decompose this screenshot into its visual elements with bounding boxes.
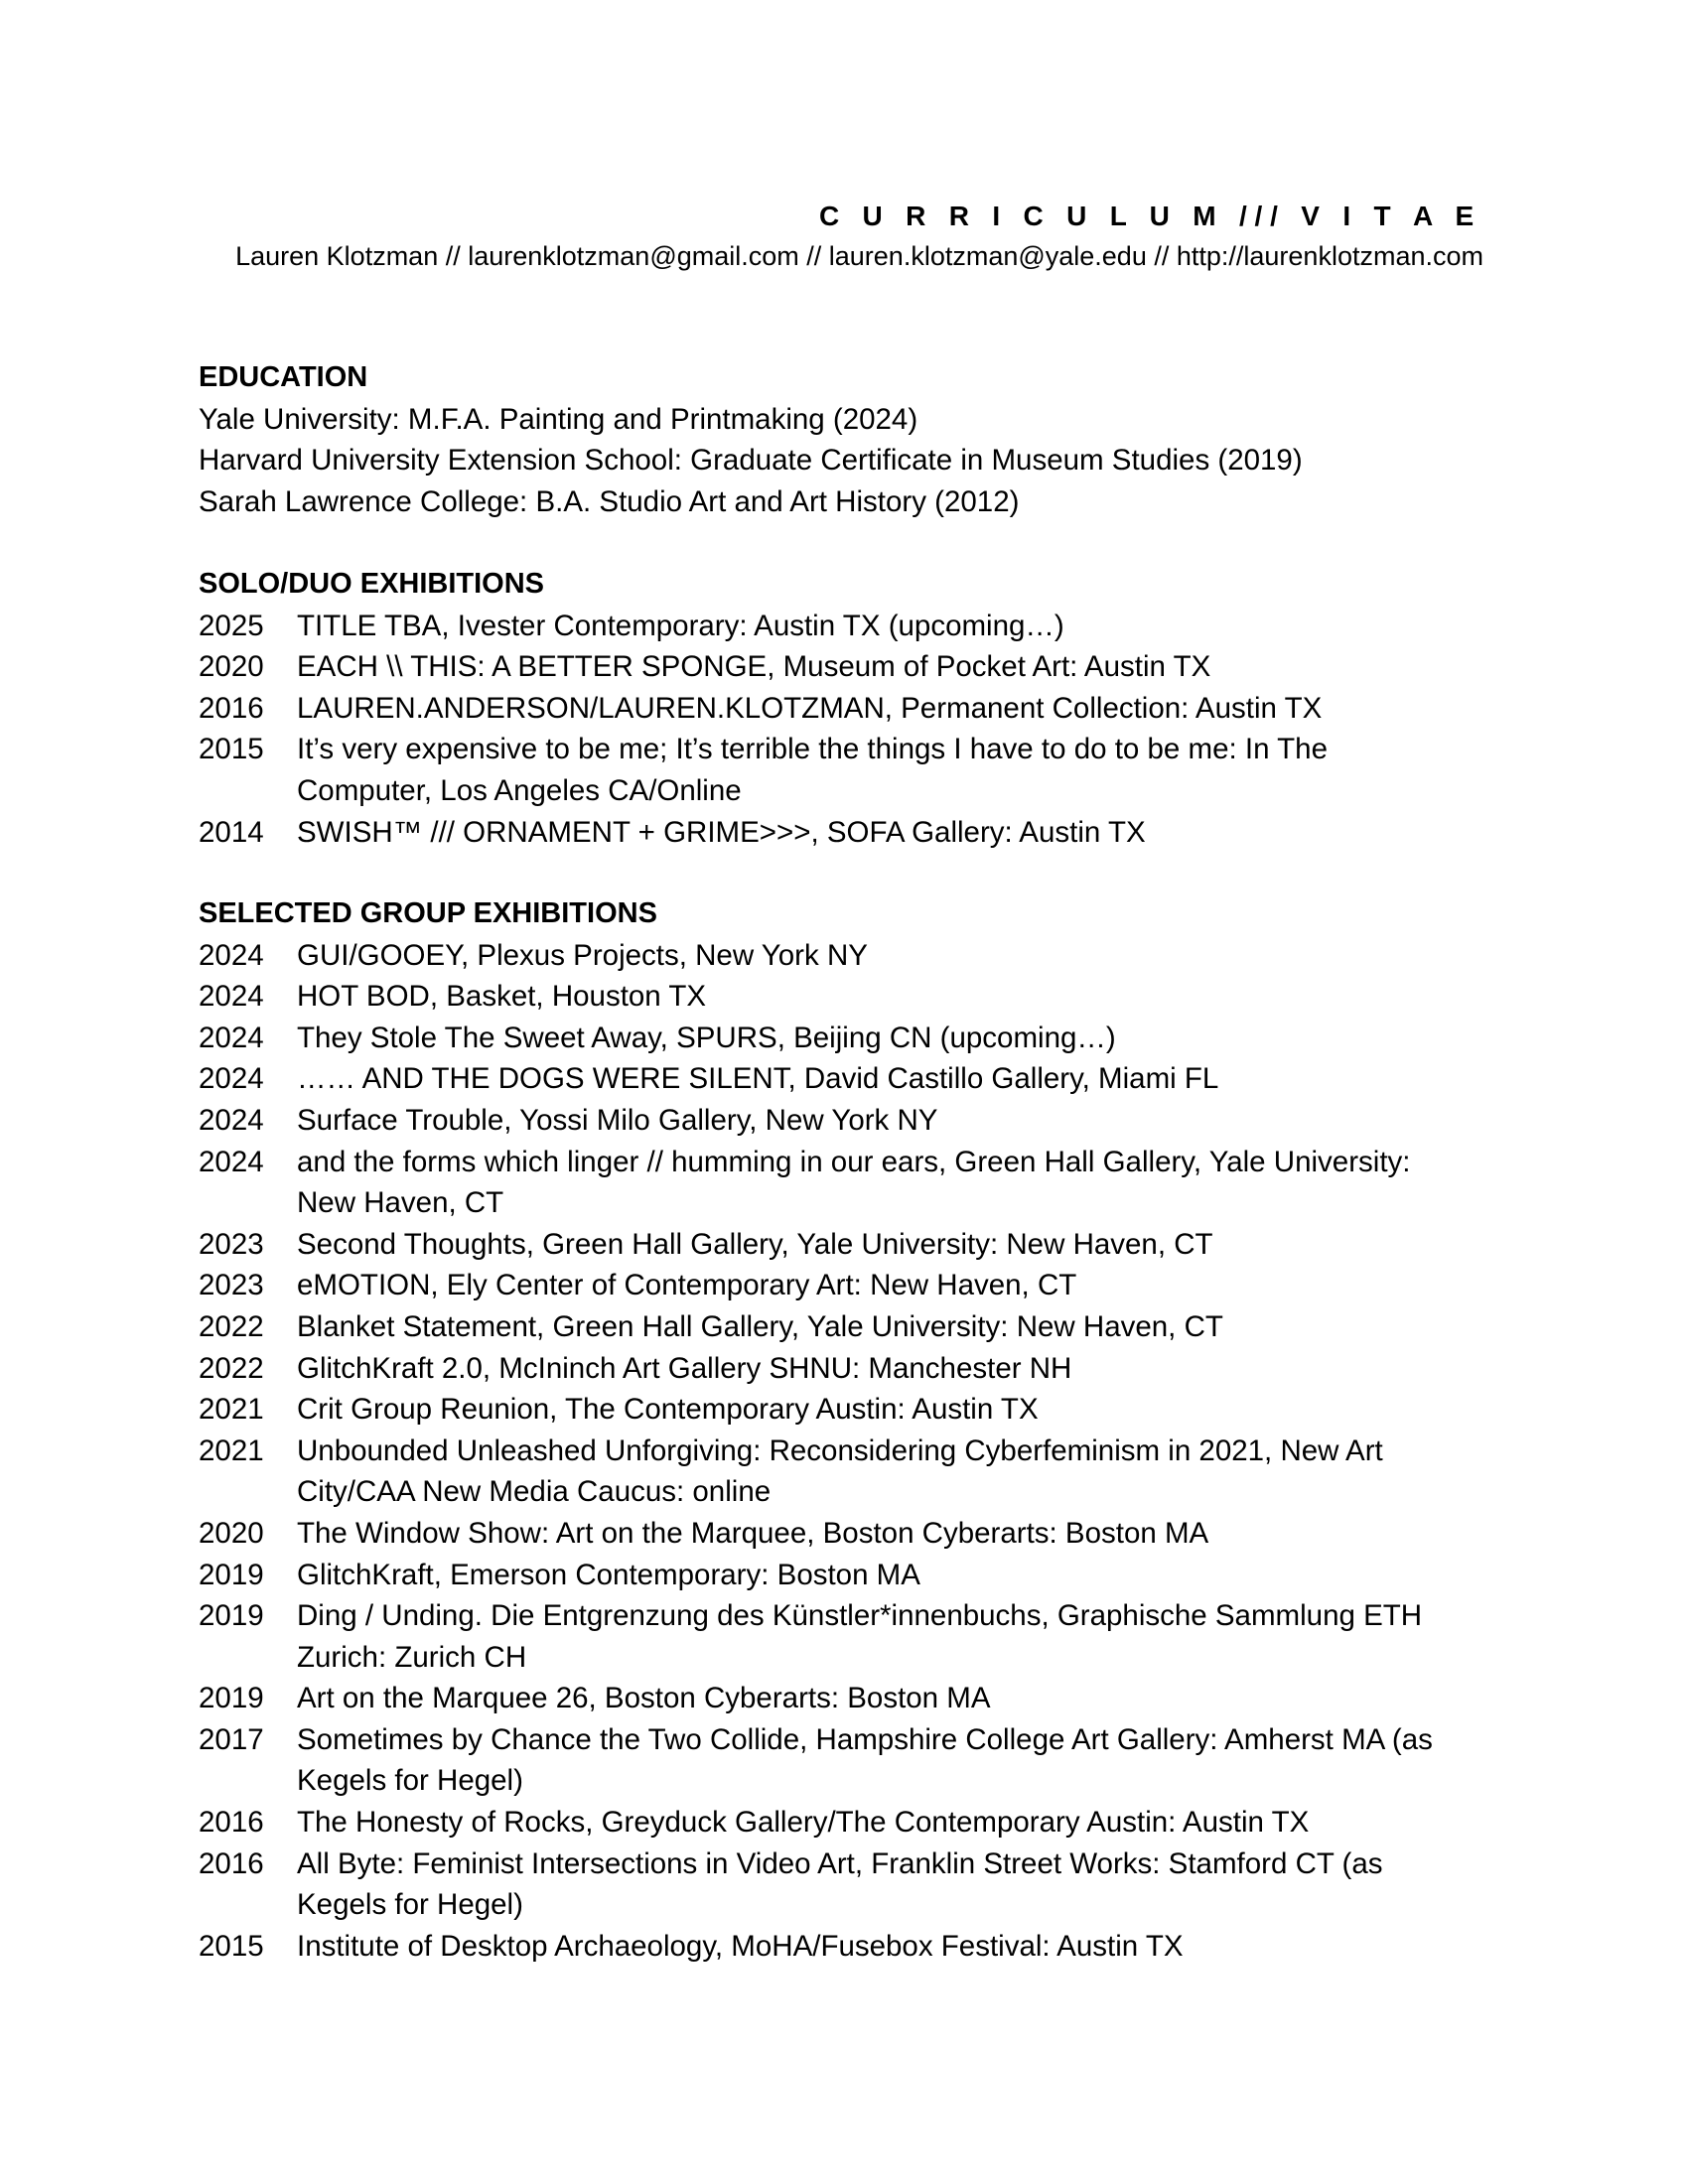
exhibition-year: 2025: [199, 609, 264, 642]
exhibition-year: 2024: [199, 1145, 264, 1178]
exhibition-text: SWISH™ /// ORNAMENT + GRIME>>>, SOFA Gallery: Austin TX: [297, 815, 1146, 849]
exhibition-year: 2020: [199, 1516, 264, 1550]
exhibition-year: 2016: [199, 691, 264, 725]
exhibition-text: Surface Trouble, Yossi Milo Gallery, New York NY: [297, 1103, 938, 1137]
exhibition-entry: [199, 1678, 1489, 1719]
exhibition-text: Crit Group Reunion, The Contemporary Austin: Austin TX: [297, 1393, 1039, 1427]
exhibition-text: They Stole The Sweet Away, SPURS, Beijing CN (upcoming…): [297, 1021, 1116, 1054]
exhibition-entry: [199, 1348, 1489, 1390]
solo-exhibitions-heading: SOLO/DUO EXHIBITIONS: [199, 568, 545, 600]
exhibition-entry: [199, 1555, 1489, 1596]
exhibition-year: 2022: [199, 1351, 264, 1385]
exhibition-year: 2023: [199, 1269, 264, 1302]
education-item: Harvard University Extension School: Graduate Certificate in Museum Studies (2019): [199, 444, 1303, 478]
group-exhibitions-heading: SELECTED GROUP EXHIBITIONS: [199, 897, 657, 929]
exhibition-entry: [199, 1265, 1489, 1306]
exhibition-text: It’s very expensive to be me; It’s terrible the things I have to do to be me: In The Computer, Los Angeles CA/Online: [297, 733, 1328, 807]
exhibition-entry: [199, 1224, 1489, 1266]
exhibition-entry: [199, 1389, 1489, 1431]
group-exhibitions-section: [199, 893, 1489, 1967]
exhibition-entry: [199, 1142, 1489, 1224]
exhibition-entry: [199, 1719, 1489, 1802]
exhibition-text: HOT BOD, Basket, Houston TX: [297, 980, 707, 1014]
exhibition-text: Ding / Unding. Die Entgrenzung des Künstler*innenbuchs, Graphische Sammlung ETH Zurich: Zurich CH: [297, 1599, 1423, 1674]
exhibition-entry: [199, 1431, 1489, 1513]
exhibition-year: 2024: [199, 938, 264, 972]
exhibition-year: 2015: [199, 733, 264, 766]
exhibition-text: TITLE TBA, Ivester Contemporary: Austin TX (upcoming…): [297, 609, 1064, 642]
exhibition-text: GUI/GOOEY, Plexus Projects, New York NY: [297, 938, 868, 972]
exhibition-year: 2024: [199, 1062, 264, 1096]
exhibition-entry: [199, 1018, 1489, 1059]
education-item: Yale University: M.F.A. Painting and Printmaking (2024): [199, 402, 918, 436]
exhibition-text: eMOTION, Ely Center of Contemporary Art: New Haven, CT: [297, 1269, 1077, 1302]
exhibition-text: EACH \\ THIS: A BETTER SPONGE, Museum of Pocket Art: Austin TX: [297, 650, 1211, 684]
exhibition-entry: [199, 729, 1489, 811]
exhibition-year: 2021: [199, 1433, 264, 1467]
exhibition-text: …… AND THE DOGS WERE SILENT, David Castillo Gallery, Miami FL: [297, 1062, 1219, 1096]
exhibition-text: Blanket Statement, Green Hall Gallery, Yale University: New Haven, CT: [297, 1309, 1223, 1343]
exhibition-entry: [199, 1100, 1489, 1142]
exhibition-year: 2024: [199, 1103, 264, 1137]
exhibition-entry: [199, 606, 1489, 647]
exhibition-text: and the forms which linger // humming in our ears, Green Hall Gallery, Yale University: New Haven, CT: [297, 1145, 1411, 1220]
exhibition-entry: [199, 646, 1489, 688]
exhibition-year: 2021: [199, 1393, 264, 1427]
exhibition-entry: [199, 1802, 1489, 1843]
contact-line: Lauren Klotzman // laurenklotzman@gmail.com // lauren.klotzman@yale.edu // http://laurenklotzman.com: [235, 241, 1483, 271]
exhibition-entry: [199, 1306, 1489, 1348]
exhibition-year: 2024: [199, 1021, 264, 1054]
solo-exhibitions-section: [199, 564, 1489, 853]
exhibition-year: 2019: [199, 1682, 264, 1715]
exhibition-entry: [199, 1843, 1489, 1926]
exhibition-text: The Window Show: Art on the Marquee, Boston Cyberarts: Boston MA: [297, 1516, 1209, 1550]
exhibition-text: Second Thoughts, Green Hall Gallery, Yale University: New Haven, CT: [297, 1227, 1213, 1261]
exhibition-year: 2024: [199, 980, 264, 1014]
exhibition-year: 2019: [199, 1599, 264, 1633]
education-item: Sarah Lawrence College: B.A. Studio Art and Art History (2012): [199, 484, 1020, 518]
exhibition-entry: [199, 976, 1489, 1018]
exhibition-text: All Byte: Feminist Intersections in Video Art, Franklin Street Works: Stamford CT (as Kegels for Hegel): [297, 1846, 1383, 1922]
cv-title: C U R R I C U L U M /// V I T A E: [818, 201, 1481, 231]
exhibition-year: 2014: [199, 815, 264, 849]
exhibition-year: 2016: [199, 1806, 264, 1840]
exhibition-text: The Honesty of Rocks, Greyduck Gallery/The Contemporary Austin: Austin TX: [297, 1806, 1310, 1840]
exhibition-year: 2016: [199, 1846, 264, 1880]
exhibition-text: Institute of Desktop Archaeology, MoHA/Fusebox Festival: Austin TX: [297, 1929, 1184, 1963]
exhibition-entry: [199, 1595, 1489, 1678]
exhibition-entry: [199, 935, 1489, 977]
exhibition-year: 2022: [199, 1309, 264, 1343]
exhibition-entry: [199, 1058, 1489, 1100]
exhibition-entry: [199, 688, 1489, 730]
exhibition-text: GlitchKraft, Emerson Contemporary: Boston MA: [297, 1558, 920, 1591]
exhibition-text: Unbounded Unleashed Unforgiving: Reconsidering Cyberfeminism in 2021, New Art City/CAA New Media Caucus: online: [297, 1433, 1383, 1509]
exhibition-year: 2017: [199, 1722, 264, 1756]
education-section: [199, 357, 1489, 522]
exhibition-year: 2023: [199, 1227, 264, 1261]
exhibition-text: LAUREN.ANDERSON/LAUREN.KLOTZMAN, Permanent Collection: Austin TX: [297, 691, 1323, 725]
exhibition-text: GlitchKraft 2.0, McIninch Art Gallery SHNU: Manchester NH: [297, 1351, 1072, 1385]
exhibition-year: 2015: [199, 1929, 264, 1963]
exhibition-year: 2020: [199, 650, 264, 684]
exhibition-entry: [199, 1513, 1489, 1555]
exhibition-entry: [199, 812, 1489, 854]
education-heading: EDUCATION: [199, 361, 368, 393]
exhibition-year: 2019: [199, 1558, 264, 1591]
exhibition-entry: [199, 1926, 1489, 1968]
exhibition-text: Sometimes by Chance the Two Collide, Hampshire College Art Gallery: Amherst MA (as Kegels for Hegel): [297, 1722, 1433, 1798]
exhibition-text: Art on the Marquee 26, Boston Cyberarts: Boston MA: [297, 1682, 991, 1715]
